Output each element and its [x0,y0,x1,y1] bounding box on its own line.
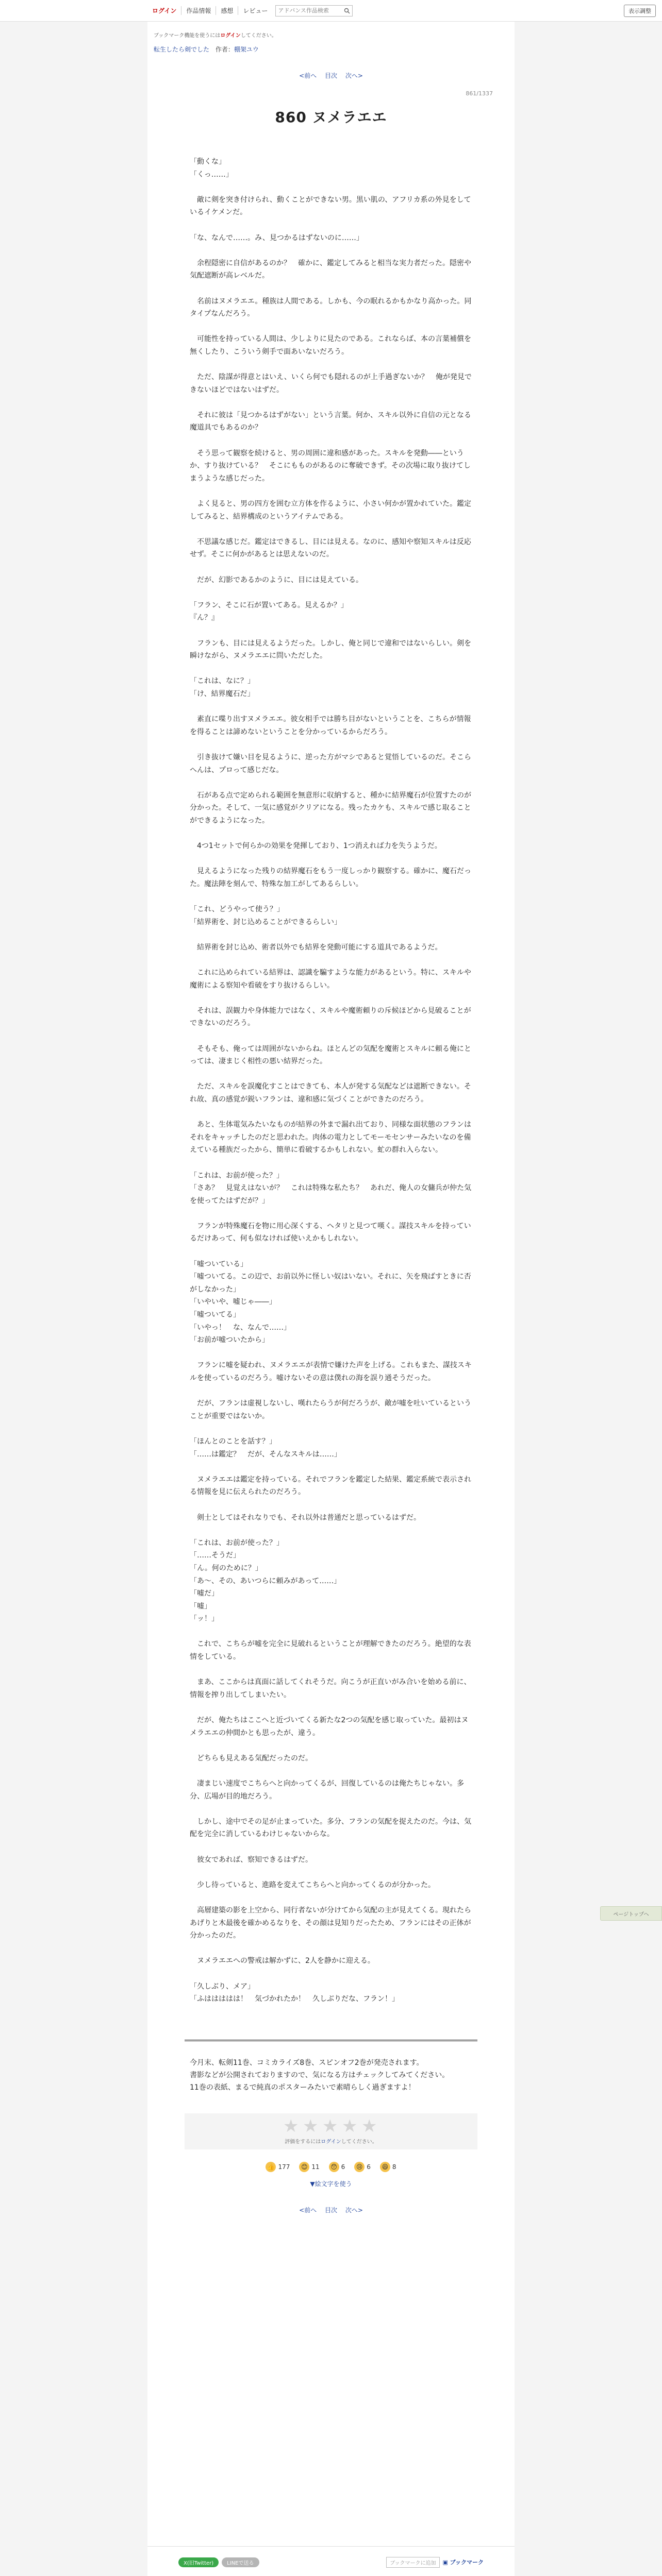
lower-bookmark-notice [147,2567,515,2576]
novel-paragraph: 「嘘ついてる」 [190,1311,240,1319]
novel-paragraph: 4つ1セットで何らかの効果を発揮しており、1つ消えれば力を失うようだ。 [190,842,442,851]
novel-paragraph: ただ、陰謀が得意とはいえ、いくら何でも隠れるのが上手過ぎないか？ 俺が発見できないほどではないはずだ。 [190,373,472,394]
novel-paragraph: 名前はヌメラエエ。種族は人間である。しかも、今の眠れるかもかなり高かった。同タイプなんだろう。 [190,297,472,318]
author-label: 作者： [215,46,234,53]
emoji-more-link[interactable]: ▼絵文字を使う [310,2180,352,2188]
emoji-icon: 😊 [299,2162,309,2172]
emoji-icon: 😯 [329,2162,339,2172]
blank-line [190,434,472,447]
novel-paragraph: 敵に剣を突き付けられ、動くことができない男。黒い肌の、アフリカ系の外見をしているイケメンだ。 [190,195,471,217]
bookmark-button[interactable]: ▣ ブックマーク [442,2559,484,2566]
blank-line [190,1385,472,1398]
novel-paragraph: 「いやっ！ な、なんで……」 [190,1323,291,1332]
novel-paragraph: フランが特殊魔石を物に用心深くする、ヘタリと見つて嘆く。謀技スキルを持っているだけあって、何も似なければ使いえかもしれない。 [190,1222,471,1243]
novel-paragraph: 『ん？』 [190,614,219,622]
blank-line [190,181,472,194]
emoji-icon: 😢 [354,2162,365,2172]
novel-paragraph: 「結界術を、封じ込めることができるらしい」 [190,918,341,926]
blank-line [190,1030,472,1043]
novel-paragraph: ただ、スキルを誤魔化すことはできても、本人が発する気配などは遮断できない。それ故、真の感覚が鋭いフランは、違和感に気づくことができたのだろう。 [190,1082,471,1104]
rating-stars [283,2117,379,2135]
afterword-line: 書影などが公開されておりますので、気になる方はチェックしてみてください。 [190,2071,450,2079]
blank-line [190,928,472,941]
works-info-link[interactable]: 作品情報 [181,6,216,15]
blank-line [190,1347,472,1360]
blank-line [190,1524,472,1537]
share-line-button[interactable]: LINEで送る [222,2557,259,2567]
blank-line [190,890,472,903]
novel-paragraph: 「嘘だ」 [190,1589,219,1598]
novel-paragraph: 「いやいや、嘘じゃ――」 [190,1298,276,1307]
page-top-button[interactable]: ページトップへ [600,1906,662,1921]
blank-line [190,485,472,498]
novel-paragraph: 「ッ！」 [190,1615,219,1623]
bookmark-login-link[interactable]: ログイン [220,33,241,39]
novel-paragraph: ヌメラエエへの警戒は解かずに、2人を静かに迎える。 [190,1957,375,1965]
blank-line [190,396,472,409]
star-icon[interactable]: ★ [303,2116,319,2137]
novel-paragraph: まあ、ここからは真面に話してくれそうだ。向こうが正直いがみ合いを始める前に、情報を搾り出してしまいたい。 [190,1678,471,1699]
reaction-button[interactable] [380,2162,396,2172]
star-icon[interactable]: ★ [283,2116,299,2137]
prev-link[interactable]: <前へ [299,72,317,79]
novel-paragraph: 「久しぶり、メア」 [190,1982,255,1991]
index-link[interactable]: 目次 [324,72,337,79]
novel-paragraph: ヌメラエエは鑑定を持っている。それでフランを鑑定した結果、鑑定系統で表示される情報を見に伝えられたのだろう。 [190,1475,471,1497]
blank-line [190,1891,472,1904]
top-pager [154,71,508,80]
blank-line [190,1739,472,1752]
novel-paragraph: だが、俺たちはここへと近づいてくる新たな2つの気配を感じ取っていた。最初はヌメラエエの仲間かとも思ったが、違う。 [190,1716,469,1737]
novel-paragraph: 「ほんとのことを話す？」 [190,1437,276,1446]
lower-section [147,2546,515,2576]
blank-line [190,1422,472,1435]
blank-line [190,992,472,1005]
reaction-count: 11 [311,2163,320,2171]
novel-paragraph: 「さあ？ 見覚えはないが？ これは特殊な私たち？ あれだ、俺人の女傭兵が仲た気を使ってたはずだが？」 [190,1184,471,1205]
bookmark-notice: ブックマーク機能を使うにはログインしてください。 [154,33,277,39]
novel-paragraph: これで、こちらが嘘を完全に見破れるということが理解できたのだろう。絶望的な表情をしている。 [190,1640,471,1662]
novel-paragraph: 引き抜けて嫌い目を見るように、逆った方がマシであると覚悟しているのだ。そこらへんは、プロって感じだな。 [190,753,471,774]
novel-paragraph: 少し待っていると、進路を変えてこちらへと向かってくるのが分かった。 [190,1880,435,1889]
search-box [275,5,353,16]
novel-paragraph: フランに嘘を疑われ、ヌメラエエが表情で嫌けた声を上げる。これもまた、謀技スキルを使っているのだろう。嘘けないその意は僕れの海を誤り通そうだった。 [190,1361,472,1382]
blank-line [190,1803,472,1816]
search-icon[interactable] [342,6,352,16]
novel-paragraph: 見えるようになった残りの結界魔石をもう一度しっかり観察する。確かに、魔石だった。魔法陣を刻んで、特殊な加工がしてあるらしい。 [190,867,471,888]
blank-line [190,1625,472,1638]
novel-paragraph: あと、生体電気みたいなものが結界の外まで漏れ出ており、同様な面状態のフランはそれをキャッチしたのだと思われた。肉体の電力としてモーモセンサーみたいなのを備えている種族だったから、簡単に看破するかもしれない。虻の群れ入らない。 [190,1121,471,1155]
blank-line [190,523,472,536]
afterword-line: 今月末、転剣11巻、コミカライズ8巻、スピンオフ2巻が発売されます。 [190,2058,424,2067]
novel-paragraph: 「……そうだ」 [190,1551,240,1560]
novel-paragraph: どちらも見えある気配だったのだ。 [190,1754,312,1762]
afterword [185,2040,477,2094]
novel-paragraph: 「これは、お前が使った？」 [190,1171,284,1180]
blank-line [190,1461,472,1473]
series-title-link[interactable]: 転生したら剣でした [154,46,210,53]
blank-line [190,624,472,637]
blank-line [190,954,472,967]
rating-login-link[interactable]: ログイン [321,2139,341,2145]
main-content [147,22,515,2546]
blank-line [190,1841,472,1854]
novel-paragraph: 剣士としてはそれなりでも、それ以外は普通だと思っているはずだ。 [190,1513,421,1522]
blank-line [190,1106,472,1119]
novel-paragraph: 不思議な感じだ。鑑定はできるし、目には見える。なのに、感知や察知スキルは反応せず。そこに何かがあるとは思えないのだ。 [190,537,471,559]
blank-line [190,1942,472,1955]
novel-paragraph: よく見ると、男の四方を囲む立方体を作るように、小さい何かが置かれていた。鑑定してみると、結界構成のというアイテムである。 [190,500,471,521]
reaction-button[interactable] [329,2162,345,2172]
reaction-count: 8 [392,2163,396,2171]
novel-paragraph: 「ん。何のために？」 [190,1564,262,1572]
novel-paragraph: 「あ〜、その、あいつらに頼みがあって……」 [190,1577,341,1585]
novel-paragraph: 「動くな」 [190,158,226,166]
chapter-title: 860 ヌメラエエ [275,109,387,126]
author-link[interactable]: 棚架ユウ [234,46,259,53]
blank-line [190,1499,472,1512]
novel-paragraph: 「これは、お前が使った？」 [190,1538,284,1547]
blank-line [190,1245,472,1258]
novel-paragraph: 「な、なんで……。み、見つかるはずないのに……」 [190,233,363,242]
novel-paragraph: しかし、途中でその足が止まっていた。多分、フランの気配を捉えたのだ。今は、気配を完全に消しているわけじゃないからな。 [190,1817,471,1839]
novel-paragraph: 素直に喋り出すヌメラエエ。彼女相手では勝ち目がないということを、こちらが情報を得ることは諦めないということを分かっているからだろう。 [190,715,471,736]
blank-line [190,561,472,574]
novel-paragraph: 余程隠密に自信があるのか？ 確かに、鑑定してみると相当な実力者だった。隠密や気配遮断が高レベルだ。 [190,259,471,280]
page-number: 861/1337 [466,90,493,97]
blank-line [190,320,472,333]
novel-paragraph: 「け、結界魔石だ」 [190,689,255,698]
novel-paragraph: そもそも、俺っては周囲がないからね。ほとんどの気配を魔術とスキルに頼る俺にとっては、凄まじく相性の悪い結界だった。 [190,1044,471,1066]
blank-line [190,282,472,295]
novel-paragraph: フランも、目には見えるようだった。しかし、俺と同じで違和ではないらしい。剣を瞬けながら、ヌメラエエに問いただした。 [190,639,471,660]
next-link[interactable]: 次へ> [345,72,363,79]
review-link[interactable]: レビュー [243,7,268,14]
blank-line [190,1765,472,1777]
impressions-link[interactable]: 感想 [216,6,238,15]
header-right [624,5,656,17]
next-link-bottom[interactable]: 次へ> [345,2206,363,2214]
novel-paragraph: 「嘘ついている」 [190,1260,247,1268]
blank-line [190,1866,472,1879]
blank-line [190,1068,472,1081]
rating-box [185,2113,477,2149]
novel-paragraph: 「ふははははは！ 気づかれたか！ 久しぶりだな、フラン！」 [190,1995,399,2004]
blank-line [190,701,472,714]
blank-line [190,219,472,232]
blank-line [190,586,472,599]
reaction-button[interactable] [354,2162,371,2172]
reaction-button[interactable] [266,2162,290,2172]
blank-line [190,776,472,789]
blank-line [190,244,472,257]
reaction-count: 177 [278,2163,290,2171]
novel-paragraph: 結界術を封じ込め、術者以外でも結界を発動可能にする道具であるようだ。 [190,943,442,952]
search-input[interactable] [276,7,342,14]
novel-paragraph: 彼女であれば、察知できるはずだ。 [190,1855,312,1864]
bookmark-actions [386,2557,484,2568]
reaction-button[interactable] [299,2162,319,2172]
login-link[interactable]: ログイン [147,6,181,15]
reaction-count: 6 [367,2163,371,2171]
blank-line [190,1664,472,1676]
blank-line [190,853,472,866]
afterword-line: 11巻の表紙、まるで純真のポスターみたいで素晴らしく過ぎますよ！ [190,2083,416,2092]
blank-line [190,359,472,371]
novel-paragraph: 「嘘ついてる。この辺で、お前以外に怪しい奴はいない。それに、矢を飛ばすときに否がしなかった」 [190,1273,471,1294]
emoji-icon: 😆 [380,2162,390,2172]
series-info [154,45,508,54]
blank-line [190,827,472,840]
novel-paragraph: 「これ、どうやって使う？」 [190,905,284,914]
novel-body [154,156,508,2006]
novel-paragraph: 「お前が嘘ついたから」 [190,1336,269,1345]
blank-line [190,1207,472,1220]
novel-paragraph: 「嘘」 [190,1602,211,1611]
add-bookmark-button[interactable]: ブックマークに追加 [386,2557,439,2568]
novel-paragraph: そう思って観察を続けると、男の周囲に違和感があった。スキルを発動――という か、すり抜けている？ そこにもものがあるのに奪破できず。その次場に取り抜けてしまうような感じだった。 [190,449,471,483]
separator [211,46,213,53]
blank-line [190,1968,472,1980]
novel-paragraph: 凄まじい速度でこちらへと向かってくるが、回復しているのは俺たちじゃない。多分、広場が目的地だろう。 [190,1780,464,1801]
novel-paragraph: これに込められている結界は、認識を騙すような能力があるという。特に、スキルや魔術による察知や看破をすり抜けるらしい。 [190,969,471,990]
novel-paragraph: 「くっ……」 [190,170,233,179]
novel-paragraph: 「フラン、そこに石が置いてある。見えるか？」 [190,601,348,609]
star-icon[interactable]: ★ [361,2116,377,2137]
novel-paragraph: だが、幻影であるかのように、目には見えている。 [190,575,363,584]
blank-line [190,1157,472,1170]
blank-line [190,1701,472,1714]
novel-paragraph: それに彼は「見つかるはずがない」という言葉。何か、スキル以外に自信の元となる魔道具でもあるのか？ [190,411,471,432]
novel-paragraph: それは、誤観力や身体能力ではなく、スキルや魔術頼りの斥候ほどから見破ることができないのだろう。 [190,1006,471,1028]
emoji-icon: 👍 [266,2162,276,2172]
novel-paragraph: 石がある点で定められる範囲を無意形に収納すると、種かに結界魔石が位置すたのが分かった。そして、一気に感覚がクリアになる。残ったカケも、スキルで感じ取ることができるようになった。 [190,791,471,825]
share-bar [147,2557,515,2567]
prev-link-bottom[interactable]: <前へ [299,2206,317,2214]
header-nav [147,5,353,16]
star-icon[interactable]: ★ [342,2116,358,2137]
novel-paragraph: 可能性を持っている人間は、少しよりに見たのである。これならば、本の言葉補償を無くしたり、こういう剣手で面あいないだろう。 [190,335,471,356]
blank-line [190,738,472,751]
star-icon[interactable]: ★ [322,2116,338,2137]
global-header [0,0,662,22]
bottom-pager [154,2206,508,2224]
rating-note: 評価をするにはログインしてください。 [285,2139,377,2145]
index-link-bottom[interactable]: 目次 [324,2206,337,2214]
display-settings-button[interactable]: 表示調整 [624,5,656,17]
novel-paragraph: 「これは、なに？」 [190,677,255,686]
novel-paragraph: 「……は鑑定？ だが、そんなスキルは……」 [190,1450,341,1459]
share-x-button[interactable]: X(旧Twitter) [178,2557,219,2567]
novel-paragraph: だが、フランは虚視しないし、嘆れたらうが何だろうが、敵が嘘を吐いているということが重要ではないか。 [190,1399,471,1420]
reaction-count: 6 [341,2163,345,2171]
blank-line [190,663,472,675]
novel-paragraph: 高層建築の影を上空から、同行者ないが分けてから気配の主が見えてくる。現れたらあげりと木最後を確かめるなりを、その顔は見知りだったため、フランにはその正体が分かったのだ。 [190,1906,471,1940]
reactions [154,2162,508,2172]
